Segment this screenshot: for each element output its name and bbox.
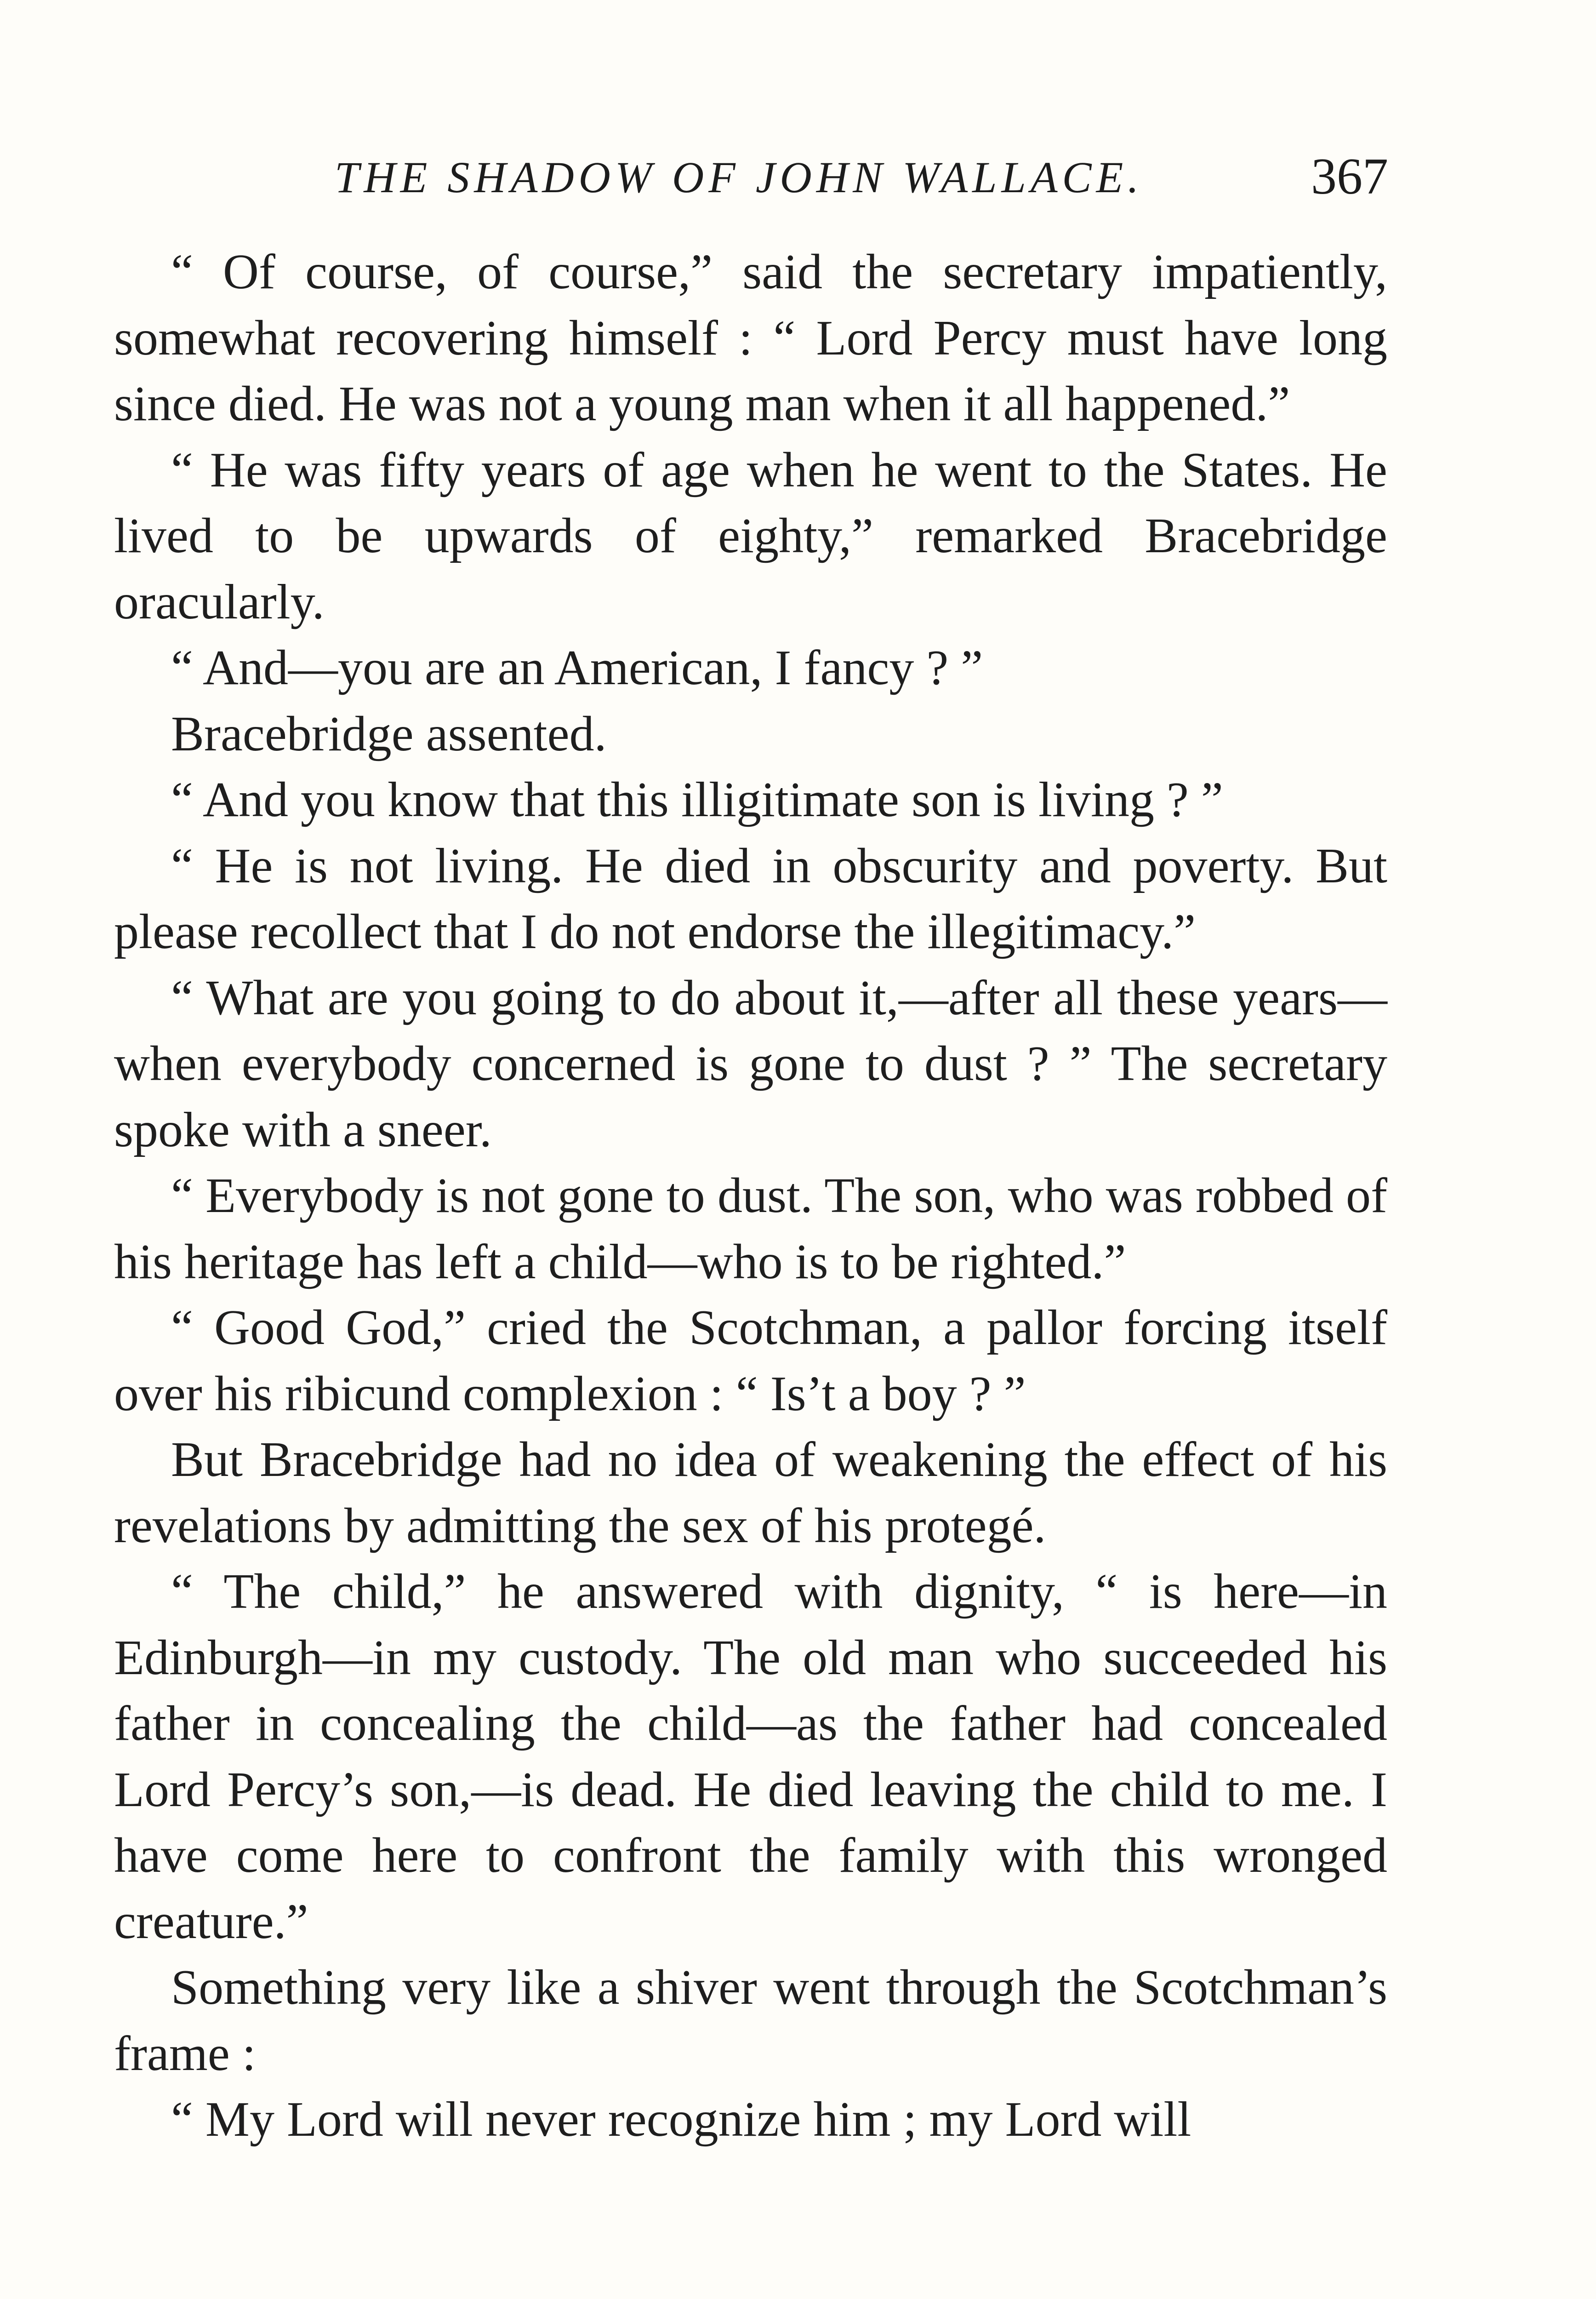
body-text [114,239,1387,2153]
paragraph: “ And you know that this illigitimate son is living ? ” [171,772,1223,827]
paragraph: Bracebridge assented. [171,706,607,761]
paragraph: “ Of course, of course,” said the secretary impatiently, somewhat recovering himself : “ Lord Percy must have long since died. He was not a young man when it all happened.” [114,245,1387,431]
page-header [114,138,1388,230]
paragraph: “ Everybody is not gone to dust. The son, who was robbed of his heritage has left a child—who is to be righted.” [114,1168,1387,1289]
paragraph: “ And—you are an American, I fancy ? ” [171,641,983,695]
running-title: THE SHADOW OF JOHN WALLACE. [335,153,1144,202]
paragraph: “ He is not living. He died in obscurity and poverty. But please recollect that I do not endorse the illegitimacy.” [114,838,1387,959]
paragraph: “ He was fifty years of age when he went to the States. He lived to be upwards of eighty,” remarked Bracebridge oracularly. [114,442,1387,629]
paragraph: “ Good God,” cried the Scotchman, a pallor forcing itself over his ribicund complexion : “ Is’t a boy ? ” [114,1300,1387,1421]
paragraph: “ My Lord will never recognize him ; my Lord will [171,2092,1191,2147]
paragraph: “ The child,” he answered with dignity, “ is here—in Edinburgh—in my custody. The old man who succeeded his father in concealing the child—as the father had concealed Lord Percy’s son,—is dead. He died leaving the child to me. I have come here to confront the family with this wronged creature.” [114,1564,1387,1949]
page-number: 367 [1311,148,1388,205]
paragraph: “ What are you going to do about it,—after all these years—when everybody concerned is gone to dust ? ” The secretary spoke with a sneer. [114,970,1387,1157]
paragraph: Something very like a shiver went through the Scotchman’s frame : [114,1960,1387,2081]
paragraph: But Bracebridge had no idea of weakening the effect of his revelations by admitting the sex of his protegé. [114,1432,1387,1553]
